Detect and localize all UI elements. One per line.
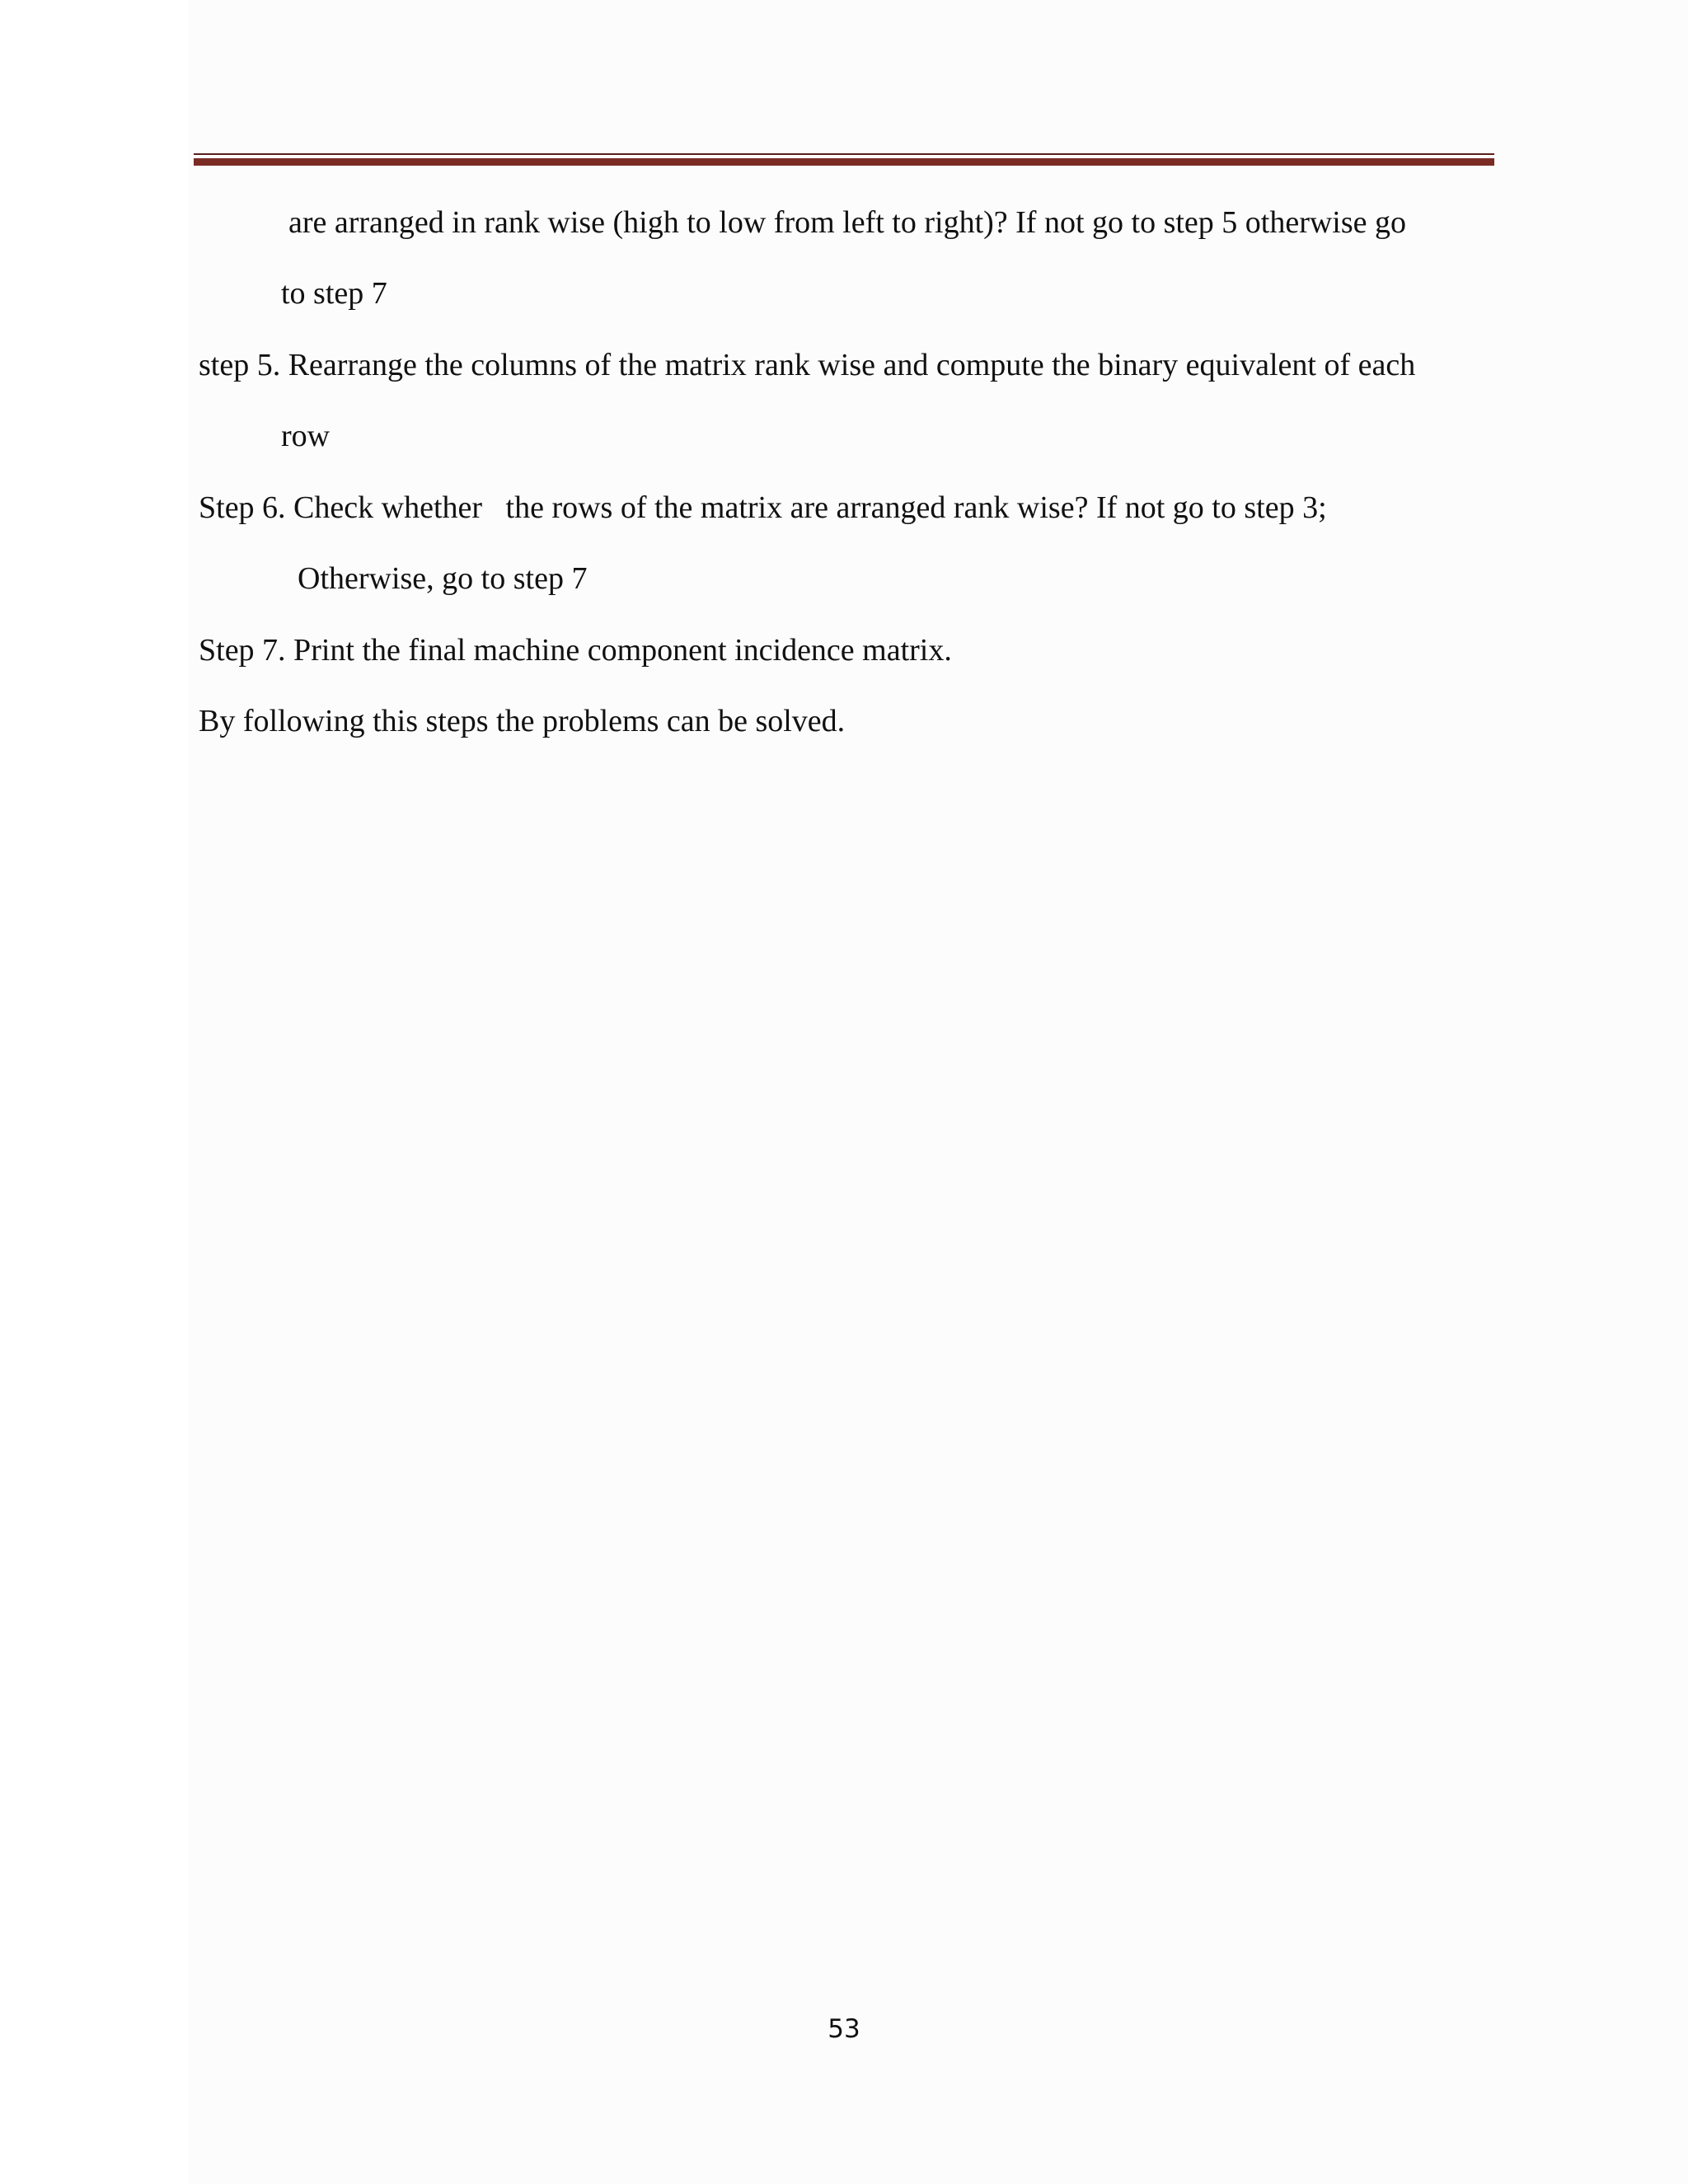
header-rule-thick-line [194, 158, 1494, 166]
step-5-continuation-line: row [281, 419, 331, 453]
header-rule [194, 153, 1494, 168]
closing-sentence: By following this steps the problems can be solved. [199, 704, 846, 738]
step-4-continuation-line: are arranged in rank wise (high to low from left to right)? If not go to step 5 otherwise go [288, 205, 1407, 240]
step-7-line: Step 7. Print the final machine component incidence matrix. [199, 633, 952, 668]
step-6-line: Step 6. Check whether the rows of the matrix are arranged rank wise? If not go to step 3; [199, 490, 1327, 525]
step-4-continuation-line-2: to step 7 [281, 276, 387, 311]
page-number: 53 [828, 2014, 860, 2044]
step-6-continuation-line: Otherwise, go to step 7 [298, 561, 588, 596]
page-background [188, 0, 1688, 2184]
step-5-line: step 5. Rearrange the columns of the matrix rank wise and compute the binary equivalent of each [199, 348, 1416, 382]
header-rule-thin-line [194, 153, 1494, 155]
